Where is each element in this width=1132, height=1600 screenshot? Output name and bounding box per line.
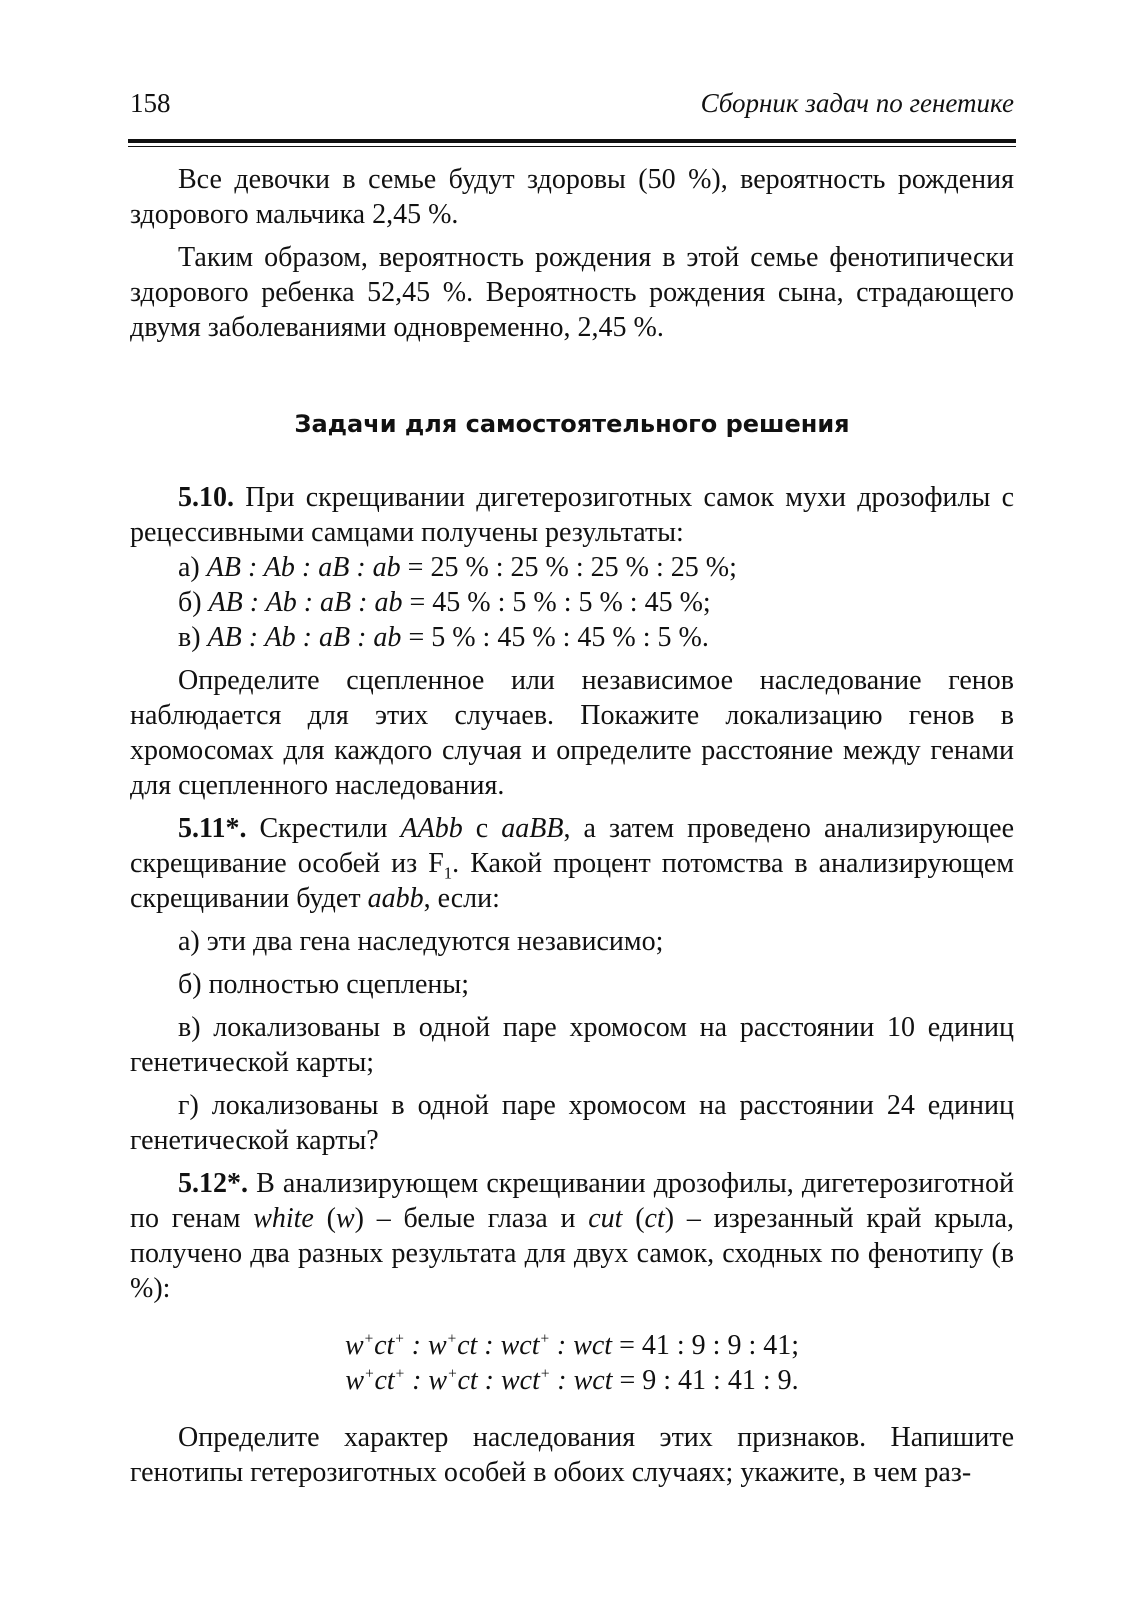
problem-5-10-question: Определите сцепленное или независимое наследование генов наблюдается для этих случаев. Покажите локализацию генов в хромосомах для каждого случая и определите расстояние между генами для сцепленного наследования. xyxy=(130,665,1014,801)
final-paragraph: Определите характер наследования этих признаков. Напишите генотипы гетерозиготных особей в обоих случаях; укажите, в чем раз- xyxy=(130,1422,1014,1488)
problem-5-10-option-a xyxy=(130,550,1014,585)
ratio-values: = 5 % : 45 % : 45 % : 5 %. xyxy=(408,622,709,653)
problem-5-11-option-a: а) эти два гена наследуются независимо; xyxy=(178,926,664,957)
header-rule xyxy=(128,139,1016,147)
intro-paragraph-1: Все девочки в семье будут здоровы (50 %), вероятность рождения здорового мальчика 2,45 %. xyxy=(130,164,1014,230)
page-number: 158 xyxy=(130,88,171,118)
problem-text: При скрещивании дигетерозиготных самок мухи дрозофилы с рецессивными самцами получены результаты: xyxy=(130,482,1014,548)
genotype-ratio: AB : Ab : aB : ab xyxy=(206,552,401,583)
page-header xyxy=(130,88,1014,128)
genotype-ratio: AB : Ab : aB : ab xyxy=(208,587,403,618)
formula-values: = 9 : 41 : 41 : 9. xyxy=(619,1365,799,1396)
ratio-values: = 45 % : 5 % : 5 % : 45 %; xyxy=(409,587,711,618)
running-title: Сборник задач по генетике xyxy=(700,88,1014,118)
problem-5-10-option-b xyxy=(130,585,1014,620)
problem-5-12 xyxy=(130,1166,1014,1306)
gene-name: cut xyxy=(588,1203,623,1234)
genotype: aaBB xyxy=(501,813,564,844)
text-fragment: , а затем проведено анализирующее скрещивание особей из F xyxy=(130,813,1014,879)
genotype: aabb xyxy=(367,883,424,914)
option-label: а) xyxy=(178,552,200,583)
text-fragment: ( xyxy=(326,1203,336,1234)
page-content xyxy=(130,162,1014,1490)
text-fragment: Скрестили xyxy=(259,813,388,844)
text-fragment: . Какой процент потомства в анализирующем скрещивании будет xyxy=(130,848,1014,914)
problem-5-11-option-b: б) полностью сцеплены; xyxy=(178,969,469,1000)
formula-1: w+ct+ : w+ct : wct+ : wct = 41 : 9 : 9 : 41; xyxy=(344,1330,800,1361)
subscript: 1 xyxy=(443,863,453,883)
problem-5-10 xyxy=(130,480,1014,550)
intro-paragraph-2: Таким образом, вероятность рождения в этой семье фенотипически здорового ребенка 52,45 %. Вероятность рождения сына, страдающего двумя заболеваниями одновременно, 2,45 %. xyxy=(130,242,1014,343)
text-fragment: ) – белые глаза и xyxy=(354,1203,576,1234)
problem-5-10-option-c xyxy=(130,620,1014,655)
problem-number: 5.12*. xyxy=(178,1168,248,1199)
option-label: б) xyxy=(178,587,202,618)
gene-symbol: w xyxy=(335,1203,355,1234)
text-fragment: ) – изрезанный край крыла, получено два разных результата для двух самок, сходных по фенотипу (в %): xyxy=(130,1203,1015,1304)
genotype: AAbb xyxy=(400,813,463,844)
section-heading: Задачи для самостоятельного решения xyxy=(294,410,850,438)
gene-name: white xyxy=(253,1203,314,1234)
text-fragment: с xyxy=(475,813,489,844)
problem-number: 5.11*. xyxy=(178,813,247,844)
problem-5-11 xyxy=(130,811,1014,916)
formula-2: w+ct+ : w+ct : wct+ : wct = 9 : 41 : 41 : 9. xyxy=(345,1365,799,1396)
text-fragment: ( xyxy=(635,1203,645,1234)
formula-values: = 41 : 9 : 9 : 41; xyxy=(619,1330,800,1361)
ratio-values: = 25 % : 25 % : 25 % : 25 %; xyxy=(407,552,737,583)
problem-number: 5.10. xyxy=(178,482,234,513)
problem-5-11-option-d: г) локализованы в одной паре хромосом на расстоянии 24 единиц генетической карты? xyxy=(130,1090,1014,1156)
text-fragment: , если: xyxy=(423,883,500,914)
text-fragment: В анализирующем скрещивании дрозофилы, дигетерозиготной по генам xyxy=(130,1168,1015,1234)
problem-5-11-option-c: в) локализованы в одной паре хромосом на расстоянии 10 единиц генетической карты; xyxy=(130,1012,1014,1078)
genotype-ratio: AB : Ab : aB : ab xyxy=(207,622,402,653)
gene-symbol: ct xyxy=(644,1203,665,1234)
option-label: в) xyxy=(178,622,201,653)
